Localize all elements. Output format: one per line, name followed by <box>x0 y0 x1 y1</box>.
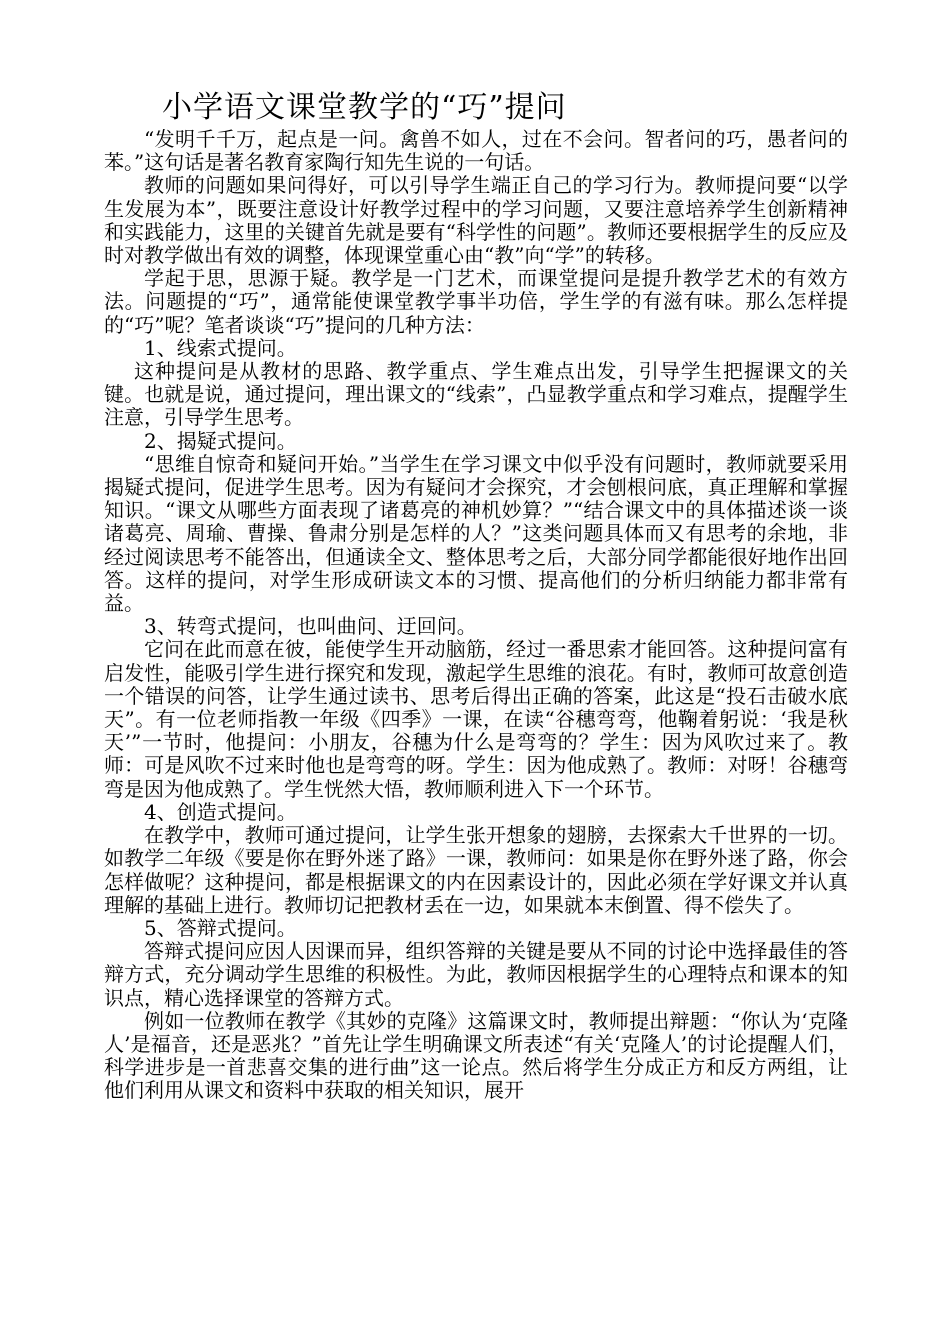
paragraph-debate-questions: 答辩式提问应因人因课而异，组织答辩的关键是要从不同的讨论中选择最佳的答辩方式，充分调动学生思维的积极性。为此，教师因根据学生的心理特点和课本的知识点，精心选择课堂的答辩方式。 <box>104 939 848 1010</box>
paragraph-doubt-questions: “思维自惊奇和疑问开始。”当学生在学习课文中似乎没有问题时，教师就要采用揭疑式提问，促进学生思考。因为有疑问才会探究，才会刨根问底，真正理解和掌握知识。“课文从哪些方面表现了诸葛亮的神机妙算？”“结合课文中的具体描述谈一谈诸葛亮、周瑜、曹操、鲁肃分别是怎样的人？”这类问题具体而又有思考的余地，非经过阅读思考不能答出，但通读全文、整体思考之后，大部分同学都能很好地作出回答。这样的提问，对学生形成研读文本的习惯、提高他们的分析归纳能力都非常有益。 <box>104 451 848 616</box>
paragraph-indirect-questions: 它问在此而意在彼，能使学生开动脑筋，经过一番思索才能回答。这种提问富有启发性，能吸引学生进行探究和发现，激起学生思维的浪花。有时，教师可故意创造一个错误的问答，让学生通过读书、思考后得出正确的答案，此这是“投石击破水底天”。有一位老师指教一年级《四季》一课，在读“谷穗弯弯，他鞠着躬说：‘我是秋天’”一节时，他提问：小朋友，谷穗为什么是弯弯的？学生：因为风吹过来了。教师：可是风吹不过来时他也是弯弯的呀。学生：因为他成熟了。教师：对呀！谷穗弯弯是因为他成熟了。学生恍然大悟，教师顺利进入下一个环节。 <box>104 637 848 801</box>
paragraph-quote: “发明千千万，起点是一问。禽兽不如人，过在不会问。智者问的巧，愚者问的苯。”这句话是著名教育家陶行知先生说的一句话。 <box>104 127 848 175</box>
document-title: 小学语文课堂教学的“巧”提问 <box>162 90 567 125</box>
paragraph-clue-questions: 这种提问是从教材的思路、教学重点、学生难点出发，引导学生把握课文的关键。也就是说，通过提问，理出课文的“线索”，凸显教学重点和学习难点，提醒学生注意，引导学生思考。 <box>104 359 848 430</box>
section-heading-2: 2、揭疑式提问。 <box>144 428 297 453</box>
paragraph-cloning-example: 例如一位教师在教学《其妙的克隆》这篇课文时，教师提出辩题：“你认为‘克隆人’是福音，还是恶兆？”首先让学生明确课文所表述“有关‘克隆人’的讨论提醒人们，科学进步是一首悲喜交集的进行曲”这一论点。然后将学生分成正方和反方两组，让他们利用从课文和资料中获取的相关知识，展开 <box>104 1008 848 1103</box>
document-page <box>104 84 848 1103</box>
document-body <box>104 128 848 1103</box>
paragraph-teacher-questions: 教师的问题如果问得好，可以引导学生端正自己的学习行为。教师提问要“以学生发展为本”，既要注意设计好教学过程中的学习问题，又要注意培养学生创新精神和实践能力，这里的关键首先就是要有“科学性的问题”。教师还要根据学生的反应及时对教学做出有效的调整，体现课堂重心由“教”向“学”的转移。 <box>104 173 848 268</box>
section-heading-1: 1、线索式提问。 <box>144 335 297 360</box>
paragraph-creative-questions: 在教学中，教师可通过提问，让学生张开想象的翅膀，去探索大千世界的一切。如教学二年级《要是你在野外迷了路》一课，教师问：如果是你在野外迷了路，你会怎样做呢？这种提问，都是根据课文的内在因素设计的，因此必须在学好课文并认真理解的基础上进行。教师切记把教材丢在一边，如果就本末倒置、得不偿失了。 <box>104 823 848 917</box>
section-heading-3: 3、转弯式提问，也叫曲问、迂回问。 <box>144 614 477 639</box>
paragraph-learning-thinking: 学起于思，思源于疑。教学是一门艺术，而课堂提问是提升教学艺术的有效方法。问题提的“巧”，通常能使课堂教学事半功倍，学生学的有滋有味。那么怎样提的“巧”呢？笔者谈谈“巧”提问的几种方法： <box>104 266 848 337</box>
section-heading-4: 4、创造式提问。 <box>144 799 297 824</box>
section-heading-5: 5、答辩式提问。 <box>144 915 297 940</box>
